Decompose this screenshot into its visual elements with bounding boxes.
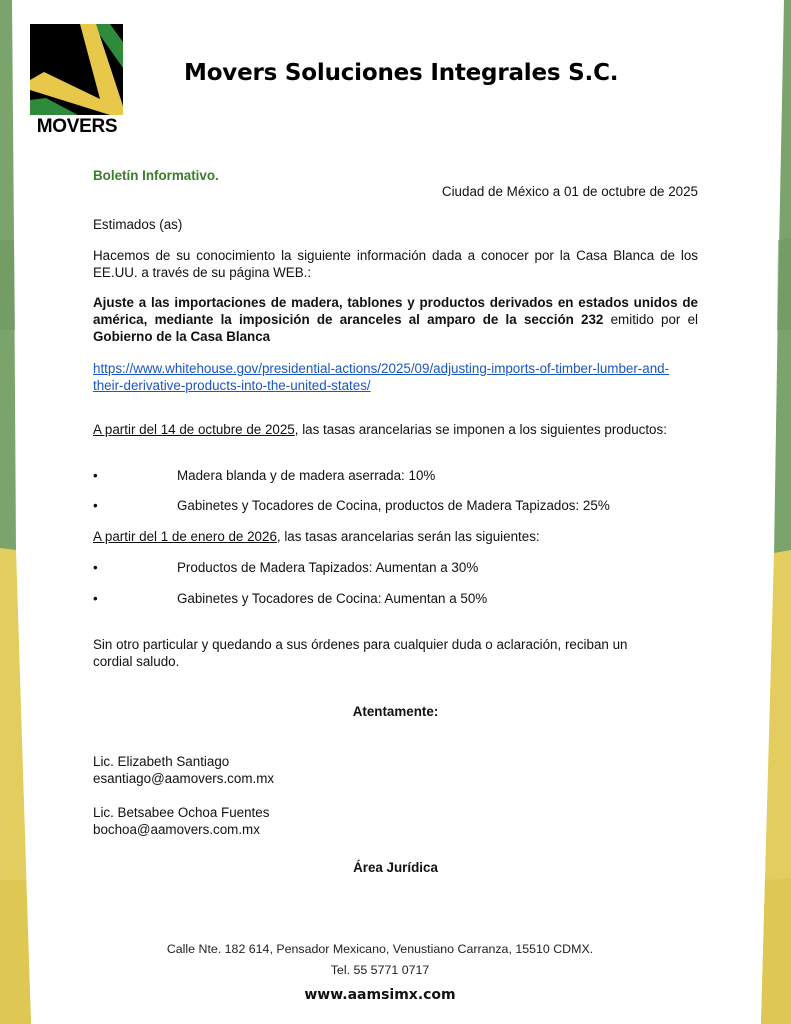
department-label: Área Jurídica (353, 860, 438, 875)
sign-off: Atentamente: (352, 704, 439, 719)
list-item-text: Gabinetes y Tocadores de Cocina: Aumentan a 50% (177, 591, 488, 606)
section2-intro (93, 528, 698, 545)
footer-website: www.aamsimx.com (304, 987, 456, 1003)
intro-paragraph: Hacemos de su conocimiento la siguiente información dada a conocer por la Casa Blanca de los EE.UU. a través de su página WEB.: (93, 248, 698, 280)
whitehouse-link[interactable]: https://www.whitehouse.gov/presidential-actions/2025/09/adjusting-imports-of-timber-lumber-and-their-derivative-products-into-the-united-states/ (93, 361, 670, 393)
bullet-icon: • (93, 468, 98, 483)
bullet-icon: • (93, 498, 98, 513)
closing-paragraph: Sin otro particular y quedando a sus órdenes para cualquier duda o aclaración, reciban un cordial saludo. (93, 637, 628, 669)
subject-issued-text: emitido por el (603, 312, 698, 327)
signatory-name: Lic. Betsabee Ochoa Fuentes (93, 805, 270, 820)
section1-rest: , las tasas arancelarias se imponen a los siguientes productos: (294, 422, 667, 437)
company-logo (30, 24, 124, 137)
company-name-heading: Movers Soluciones Integrales S.C. (184, 60, 619, 86)
logo-wordmark: MOVERS (36, 116, 118, 137)
footer-address: Calle Nte. 182 614, Pensador Mexicano, Venustiano Carranza, 15510 CDMX. (166, 942, 594, 956)
logo-v-icon (30, 24, 123, 115)
signatory-name: Lic. Elizabeth Santiago (93, 754, 230, 769)
footer-phone: Tel. 55 5771 0717 (330, 963, 430, 977)
section2-rest: , las tasas arancelarias serán las siguientes: (276, 529, 540, 544)
list-item-text: Productos de Madera Tapizados: Aumentan a 30% (177, 560, 479, 575)
date-line: Ciudad de México a 01 de octubre de 2025 (441, 184, 698, 199)
subject-issuer: Gobierno de la Casa Blanca (93, 329, 271, 344)
greeting: Estimados (as) (93, 217, 183, 232)
section1-date: A partir del 14 de octubre de 2025 (93, 422, 295, 437)
subject-paragraph (93, 294, 698, 345)
list-item-text: Gabinetes y Tocadores de Cocina, productos de Madera Tapizados: 25% (177, 498, 610, 513)
section2-date: A partir del 1 de enero de 2026 (93, 529, 277, 544)
signatory-1 (93, 753, 698, 787)
source-link-container (93, 360, 698, 394)
bullet-icon: • (93, 560, 98, 575)
signatory-email: bochoa@aamovers.com.mx (93, 822, 260, 837)
bullet-icon: • (93, 591, 98, 606)
signatory-email: esantiago@aamovers.com.mx (93, 771, 275, 786)
bulletin-title: Boletín Informativo. (93, 168, 219, 183)
subject-title: Ajuste a las importaciones de madera, tablones y productos derivados en estados unidos de américa, mediante la imposición de aranceles al amparo de la sección 232 (93, 295, 698, 327)
list-item-text: Madera blanda y de madera aserrada: 10% (177, 468, 436, 483)
signatory-2 (93, 804, 698, 838)
section1-intro (93, 421, 698, 438)
